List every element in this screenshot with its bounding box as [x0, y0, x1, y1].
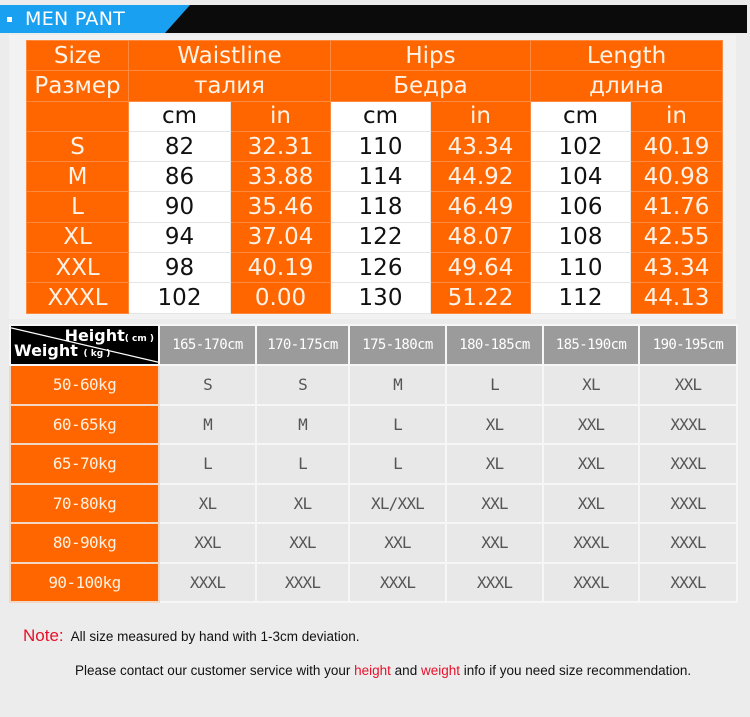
- size-label: XXXL: [27, 283, 129, 313]
- height-header-row: [10, 325, 737, 365]
- hips-cm: 122: [331, 222, 431, 252]
- height-range: 165-170cm: [159, 325, 256, 365]
- recommended-size: XXL: [543, 405, 639, 445]
- hips-in: 44.92: [431, 162, 531, 192]
- recommended-size: XXXL: [543, 523, 639, 563]
- waist-in: 40.19: [231, 253, 331, 283]
- weight-range: 65-70kg: [10, 444, 159, 484]
- recommended-size: XL: [256, 484, 349, 524]
- recommended-size: XXL: [543, 444, 639, 484]
- unit-cm: cm: [129, 101, 231, 131]
- col-waist-ru: талия: [129, 71, 331, 101]
- waist-cm: 102: [129, 283, 231, 313]
- height-range: 190-195cm: [639, 325, 737, 365]
- recommended-size: M: [159, 405, 256, 445]
- note-text: All size measured by hand with 1-3cm deviation.: [70, 629, 360, 644]
- length-in: 44.13: [631, 283, 723, 313]
- recommended-size: XXL: [446, 484, 543, 524]
- hips-cm: 118: [331, 192, 431, 222]
- header-row-en: [27, 41, 723, 71]
- table-row: [10, 484, 737, 524]
- height-range: 175-180cm: [349, 325, 446, 365]
- table-row: [27, 222, 723, 252]
- table-row: [10, 523, 737, 563]
- recommended-size: XL/XXL: [349, 484, 446, 524]
- col-size-en: Size: [27, 41, 129, 71]
- unit-cm: cm: [331, 101, 431, 131]
- hips-in: 49.64: [431, 253, 531, 283]
- note-text: and: [390, 663, 421, 678]
- waist-cm: 94: [129, 222, 231, 252]
- recommended-size: M: [349, 365, 446, 405]
- hips-in: 48.07: [431, 222, 531, 252]
- length-cm: 102: [531, 131, 631, 161]
- recommended-size: L: [159, 444, 256, 484]
- waist-cm: 90: [129, 192, 231, 222]
- height-weight-size-table: [9, 324, 738, 603]
- col-hips-en: Hips: [331, 41, 531, 71]
- weight-range: 90-100kg: [10, 563, 159, 603]
- length-in: 42.55: [631, 222, 723, 252]
- waist-in: 32.31: [231, 131, 331, 161]
- height-range: 170-175cm: [256, 325, 349, 365]
- unit-cm: cm: [531, 101, 631, 131]
- length-cm: 110: [531, 253, 631, 283]
- note-text: Please contact our customer service with your: [75, 663, 355, 678]
- recommended-size: XXXL: [159, 563, 256, 603]
- recommended-size: XXXL: [349, 563, 446, 603]
- recommended-size: XXL: [639, 365, 737, 405]
- weight-highlight: weight: [420, 663, 460, 678]
- recommended-size: XXXL: [639, 563, 737, 603]
- recommended-size: XXL: [446, 523, 543, 563]
- note-line-2: [75, 663, 691, 678]
- recommended-size: XXXL: [639, 444, 737, 484]
- hips-cm: 110: [331, 131, 431, 161]
- recommended-size: XXL: [256, 523, 349, 563]
- recommended-size: S: [256, 365, 349, 405]
- table-row: [10, 444, 737, 484]
- size-label: L: [27, 192, 129, 222]
- recommended-size: XXXL: [639, 484, 737, 524]
- bullet-icon: [7, 17, 12, 22]
- recommended-size: S: [159, 365, 256, 405]
- hips-in: 46.49: [431, 192, 531, 222]
- recommended-size: XXL: [349, 523, 446, 563]
- recommended-size: XXXL: [639, 523, 737, 563]
- table-row: [27, 131, 723, 161]
- size-measurement-table: [26, 40, 723, 314]
- waist-in: 37.04: [231, 222, 331, 252]
- recommended-size: XXXL: [446, 563, 543, 603]
- table-row: [10, 365, 737, 405]
- size-label: XXL: [27, 253, 129, 283]
- waist-cm: 98: [129, 253, 231, 283]
- recommended-size: XL: [446, 444, 543, 484]
- length-in: 40.19: [631, 131, 723, 161]
- note-label: Note:: [23, 626, 64, 645]
- note-text: info if you need size recommendation.: [459, 663, 692, 678]
- col-hips-ru: Бедра: [331, 71, 531, 101]
- hips-cm: 130: [331, 283, 431, 313]
- recommended-size: XXXL: [256, 563, 349, 603]
- recommended-size: XXL: [543, 484, 639, 524]
- waist-in: 33.88: [231, 162, 331, 192]
- col-size-ru: Размер: [27, 71, 129, 101]
- weight-range: 50-60kg: [10, 365, 159, 405]
- unit-in: in: [631, 101, 723, 131]
- note-line-1: [23, 626, 360, 646]
- col-waist-en: Waistline: [129, 41, 331, 71]
- waist-in: 0.00: [231, 283, 331, 313]
- corner-cell: [10, 325, 159, 365]
- recommended-size: XXL: [159, 523, 256, 563]
- height-range: 185-190cm: [543, 325, 639, 365]
- recommended-size: XL: [543, 365, 639, 405]
- header-row-ru: [27, 71, 723, 101]
- recommended-size: L: [446, 365, 543, 405]
- length-cm: 108: [531, 222, 631, 252]
- length-in: 40.98: [631, 162, 723, 192]
- hips-in: 51.22: [431, 283, 531, 313]
- section-header: [0, 5, 747, 33]
- table-row: [27, 253, 723, 283]
- units-blank: [27, 101, 129, 131]
- recommended-size: L: [349, 444, 446, 484]
- size-label: M: [27, 162, 129, 192]
- size-label: S: [27, 131, 129, 161]
- length-in: 43.34: [631, 253, 723, 283]
- recommended-size: XXXL: [543, 563, 639, 603]
- length-cm: 104: [531, 162, 631, 192]
- weight-range: 70-80kg: [10, 484, 159, 524]
- height-highlight: height: [354, 663, 391, 678]
- unit-in: in: [231, 101, 331, 131]
- waist-in: 35.46: [231, 192, 331, 222]
- table-row: [27, 283, 723, 313]
- height-range: 180-185cm: [446, 325, 543, 365]
- recommended-size: L: [349, 405, 446, 445]
- recommended-size: XXXL: [639, 405, 737, 445]
- hips-cm: 114: [331, 162, 431, 192]
- hips-in: 43.34: [431, 131, 531, 161]
- unit-in: in: [431, 101, 531, 131]
- hips-cm: 126: [331, 253, 431, 283]
- waist-cm: 82: [129, 131, 231, 161]
- recommended-size: L: [256, 444, 349, 484]
- size-label: XL: [27, 222, 129, 252]
- waist-cm: 86: [129, 162, 231, 192]
- length-in: 41.76: [631, 192, 723, 222]
- recommended-size: XL: [159, 484, 256, 524]
- table-row: [10, 563, 737, 603]
- table-row: [27, 192, 723, 222]
- weight-range: 60-65kg: [10, 405, 159, 445]
- weight-range: 80-90kg: [10, 523, 159, 563]
- height-axis-label: Height( cm ): [64, 326, 154, 345]
- col-length-ru: длина: [531, 71, 723, 101]
- weight-axis-label: Weight ( kg ): [14, 341, 111, 360]
- recommended-size: XL: [446, 405, 543, 445]
- length-cm: 106: [531, 192, 631, 222]
- section-title: MEN PANT: [25, 8, 126, 30]
- table-row: [10, 405, 737, 445]
- units-row: [27, 101, 723, 131]
- col-length-en: Length: [531, 41, 723, 71]
- recommended-size: M: [256, 405, 349, 445]
- table-row: [27, 162, 723, 192]
- length-cm: 112: [531, 283, 631, 313]
